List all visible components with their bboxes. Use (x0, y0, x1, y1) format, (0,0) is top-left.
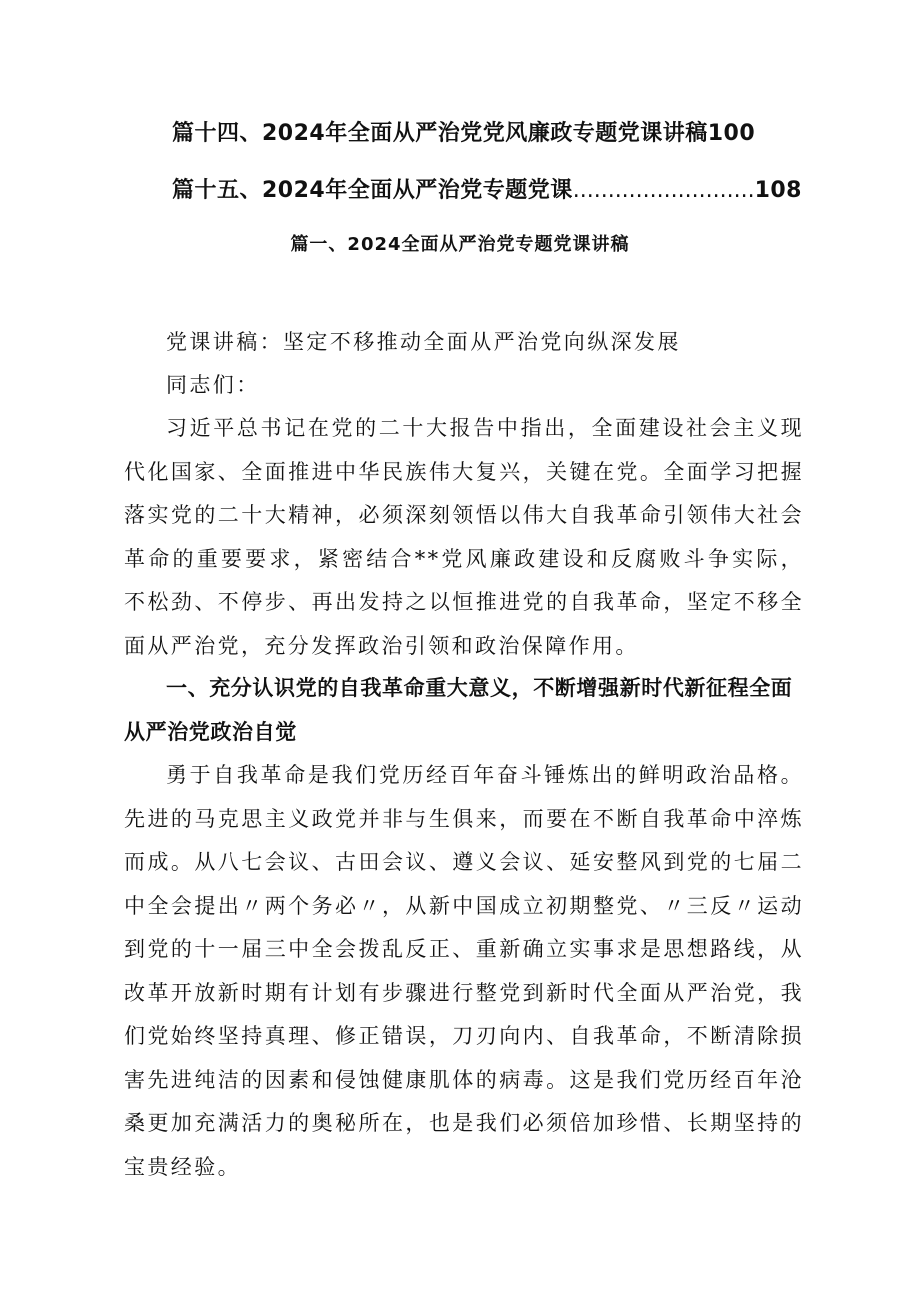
document-title: 篇一、2024全面从严治党专题党课讲稿 (290, 234, 630, 255)
speech-subtitle: 党课讲稿：坚定不移推动全面从严治党向纵深发展 (166, 330, 681, 354)
greeting: 同志们： (166, 373, 260, 397)
toc-entry-label: 篇十四、2024年全面从严治党党风廉政专题党课讲稿 (172, 121, 708, 146)
toc-entry[interactable] (172, 173, 802, 204)
body-paragraph: 勇于自我革命是我们党历经百年奋斗锤炼出的鲜明政治品格。先进的马克思主义政党并非与生俱来，而要在不断自我革命中淬炼而成。从八七会议、古田会议、遵义会议、延安整风到党的七届二中全会提出〃两个务必〃，从新中国成立初期整党、〃三反〃运动到党的十一届三中全会拨乱反正、重新确立实事求是思想路线，从改革开放新时期有计划有步骤进行整党到新时代全面从严治党，我们党始终坚持真理、修正错误，刀刃向内、自我革命，不断清除损害先进纯洁的因素和侵蚀健康肌体的病毒。这是我们党历经百年沧桑更加充满活力的奥秘所在，也是我们必须倍加珍惜、长期坚持的宝贵经验。 (124, 763, 804, 1179)
toc-entry-label: 篇十五、2024年全面从严治党专题党课 (172, 178, 573, 203)
toc-entry-page: 108 (754, 178, 802, 203)
body-paragraph: 习近平总书记在党的二十大报告中指出，全面建设社会主义现代化国家、全面推进中华民族伟大复兴，关键在党。全面学习把握落实党的二十大精神，必须深刻领悟以伟大自我革命引领伟大社会革命的重要要求，紧密结合**党风廉政建设和反腐败斗争实际，不松劲、不停步、再出发持之以恒推进党的自我革命，坚定不移全面从严治党，充分发挥政治引领和政治保障作用。 (124, 416, 804, 658)
toc-entry[interactable] (172, 116, 772, 147)
toc-entry-page: 100 (707, 121, 756, 146)
toc-entry-dots: .......................... (572, 178, 755, 203)
section-heading: 一、充分认识党的自我革命重大意义，不断增强新时代新征程全面从严治党政治自觉 (124, 676, 793, 744)
